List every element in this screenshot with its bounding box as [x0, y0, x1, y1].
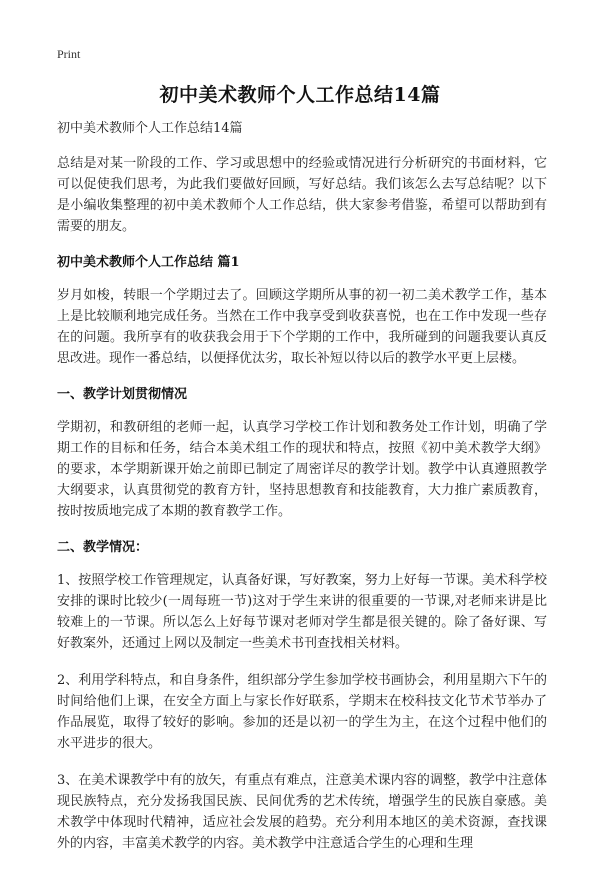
section-title: 初中美术教师个人工作总结 篇1 — [57, 255, 240, 270]
document-body — [57, 119, 547, 870]
section-intro-paragraph: 岁月如梭，转眼一个学期过去了。回顾这学期所从事的初一初二美术教学工作，基本上是比较顺利地完成任务。当然在工作中我享受到收获喜悦，也在工作中发现一些存在的问题。我所享有的收获我会用于下个学期的工作中，我所碰到的问题我要认真反思改进。现作一番总结，以便择优汰劣，取长补短以待以后的教学水平更上层楼。 — [57, 288, 547, 366]
document-subtitle: 初中美术教师个人工作总结14篇 — [57, 121, 243, 136]
intro-paragraph: 总结是对某一阶段的工作、学习或思想中的经验或情况进行分析研究的书面材料，它可以促使我们思考，为此我们要做好回顾，写好总结。我们该怎么去写总结呢？以下是小编收集整理的初中美术教师个人工作总结，供大家参考借鉴，希望可以帮助到有需要的朋友。 — [57, 156, 547, 234]
heading-teaching-situation: 二、教学情况： — [57, 540, 149, 555]
print-link[interactable]: Print — [57, 47, 81, 61]
heading-teaching-plan: 一、教学计划贯彻情况 — [57, 387, 188, 402]
document-title: 初中美术教师个人工作总结14篇 — [159, 84, 441, 106]
list-item-2: 2、利用学科特点，和自身条件，组织部分学生参加学校书画协会，利用星期六下午的时间给他们上课，在安全方面上与家长作好联系，学期末在校科技文化节术节举办了作品展览，取得了较好的影响。参加的还是以初一的学生为主，在这个过程中他们的水平进步的很大。 — [57, 673, 547, 751]
teaching-plan-paragraph: 学期初，和教研组的老师一起，认真学习学校工作计划和教务处工作计划，明确了学期工作的目标和任务，结合本美术组工作的现状和特点，按照《初中美术教学大纲》的要求，本学期新课开始之前即已制定了周密详尽的教学计划。教学中认真遵照教学大纲要求，认真贯彻党的教育方针，坚持思想教育和技能教育，大力推广素质教育，按时按质地完成了本期的教育教学工作。 — [57, 420, 547, 519]
list-item-3: 3、在美术课教学中有的放矢，有重点有难点，注意美术课内容的调整，教学中注意体现民族特点，充分发扬我国民族、民间优秀的艺术传统，增强学生的民族自豪感。美术教学中体现时代精神，适应社会发展的趋势。充分利用本地区的美术资源，查找课外的内容，丰富美术教学的内容。美术教学中注意适合学生的心理和生理 — [57, 773, 547, 851]
list-item-1: 1、按照学校工作管理规定，认真备好课，写好教案，努力上好每一节课。美术科学校安排的课时比较少(一周每班一节)这对于学生来讲的很重要的一节课,对老师来讲是比较难上的一节课。所以怎么上好每节课对老师对学生都是很关键的。除了备好课、写好教案外，还通过上网以及制定一些美术书刊查找相关材料。 — [57, 573, 547, 651]
